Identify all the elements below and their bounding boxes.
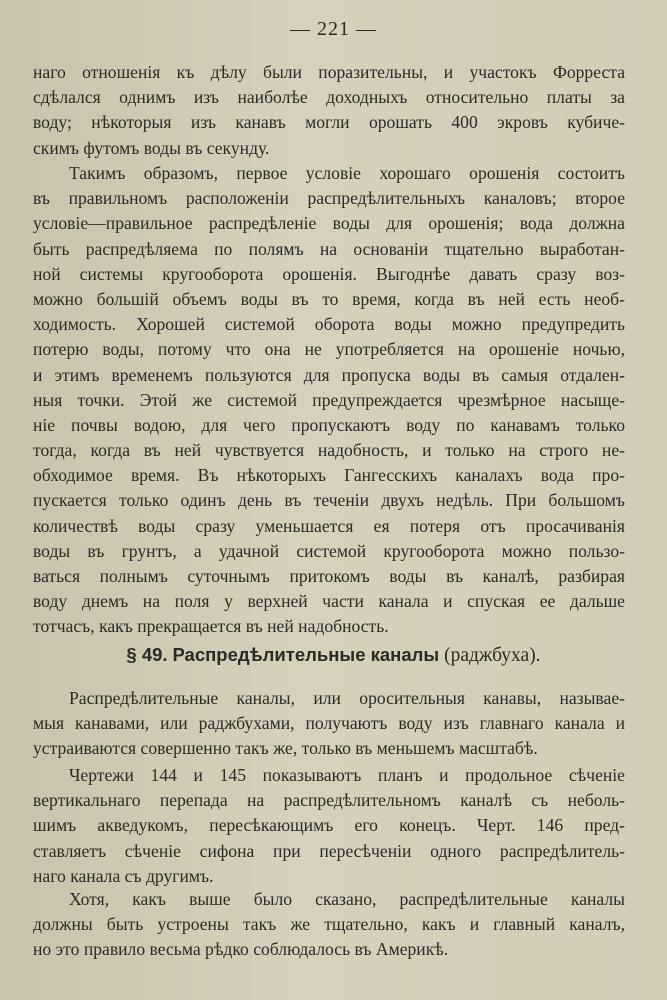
paragraph-4 bbox=[33, 763, 625, 889]
text-line: условіе—правильное распредѣленіе воды для орошенія; вода должна bbox=[33, 213, 625, 234]
paragraph-5 bbox=[33, 887, 625, 963]
text-line: ходимость. Хорошей системой оборота воды можно предупредить bbox=[33, 314, 625, 335]
text-line: быть распредѣляема по полямъ на основаніи тщательно выработан- bbox=[33, 238, 625, 259]
text-line: Такимъ образомъ, первое условіе хорошаго орошенія состоитъ bbox=[69, 163, 625, 183]
text-line: и этимъ временемъ пользуются для пропуска воды въ самыя отдален- bbox=[33, 364, 625, 385]
text-line: но это правило весьма рѣдко соблюдалось въ Америкѣ. bbox=[33, 939, 449, 960]
section-title: Распредѣлительные каналы bbox=[172, 644, 440, 665]
text-line: наго отношенія къ дѣлу были поразительны, и участокъ Форреста bbox=[33, 62, 625, 82]
text-line: ной системы кругооборота орошенія. Выгоднѣе давать сразу воз- bbox=[33, 263, 625, 284]
text-line: воду днемъ на поля у верхней части канала и спуская ее дальше bbox=[33, 591, 625, 612]
text-line: вертикальнаго перепада на распредѣлительномъ каналѣ съ неболь- bbox=[33, 790, 625, 811]
text-line: въ правильномъ расположеніи распредѣлительныхъ каналовъ; второе bbox=[33, 188, 625, 209]
text-line: тогда, когда въ ней чувствуется надобность, и только на строго не- bbox=[33, 440, 625, 461]
text-line: шимъ акведукомъ, пересѣкающимъ его конецъ. Черт. 146 пред- bbox=[33, 815, 625, 836]
paragraph-1 bbox=[33, 60, 625, 161]
text-line: тотчасъ, какъ прекращается въ ней надобность. bbox=[33, 616, 389, 637]
text-line: скимъ футомъ воды въ секунду. bbox=[33, 137, 270, 158]
section-subtitle: (раджбуха). bbox=[444, 645, 541, 666]
paragraph-3 bbox=[33, 686, 625, 762]
text-line: ваться полнымъ суточнымъ притокомъ воды въ каналѣ, разбирая bbox=[33, 566, 625, 586]
text-line: ставляетъ сѣченіе сифона при пересѣченіи одного распредѣлитель- bbox=[33, 840, 625, 861]
text-line: количествѣ воды сразу уменьшается ея потеря отъ просачиванія bbox=[33, 515, 625, 536]
text-line: пускается только одинъ день въ теченіи двухъ недѣль. При большомъ bbox=[33, 490, 625, 511]
text-line: ніе почвы водою, для чего пропускаютъ воду по канавамъ только bbox=[33, 414, 625, 435]
text-line: можно большій объемъ воды въ то время, когда въ ней есть необ- bbox=[33, 288, 625, 309]
page-number: — 221 — bbox=[290, 18, 377, 40]
text-line: должны быть устроены такъ же тщательно, какъ и главный каналъ, bbox=[33, 914, 625, 935]
text-line: сдѣлался однимъ изъ наиболѣе доходныхъ относительно платы за bbox=[33, 87, 625, 108]
text-line: ныя точки. Этой же системой предупреждается чрезмѣрное насыще- bbox=[33, 389, 625, 410]
section-heading bbox=[0, 644, 667, 667]
text-line: потерю воды, потому что она не употребляется на орошеніе ночью, bbox=[33, 339, 625, 360]
text-line: мыя канавами, или раджбухами, получаютъ воду изъ главнаго канала и bbox=[33, 713, 625, 734]
text-line: воду; нѣкоторыя изъ канавъ могли орошать 400 экровъ кубиче- bbox=[33, 112, 625, 133]
text-line: воды въ грунтъ, а удачной системой кругооборота можно пользо- bbox=[33, 540, 625, 561]
text-line: Распредѣлительные каналы, или оросительныя канавы, называе- bbox=[69, 688, 625, 708]
text-line: устраиваются совершенно такъ же, только въ меньшемъ масштабѣ. bbox=[33, 738, 538, 759]
text-line: Хотя, какъ выше было сказано, распредѣлительные каналы bbox=[69, 889, 625, 909]
text-line: Чертежи 144 и 145 показываютъ планъ и продольное сѣченіе bbox=[69, 765, 625, 785]
text-line: наго канала съ другимъ. bbox=[33, 865, 214, 886]
section-number: § 49. bbox=[126, 644, 168, 665]
paragraph-2 bbox=[33, 161, 625, 640]
text-line: обходимое время. Въ нѣкоторыхъ Гангесскихъ каналахъ вода про- bbox=[33, 465, 625, 486]
